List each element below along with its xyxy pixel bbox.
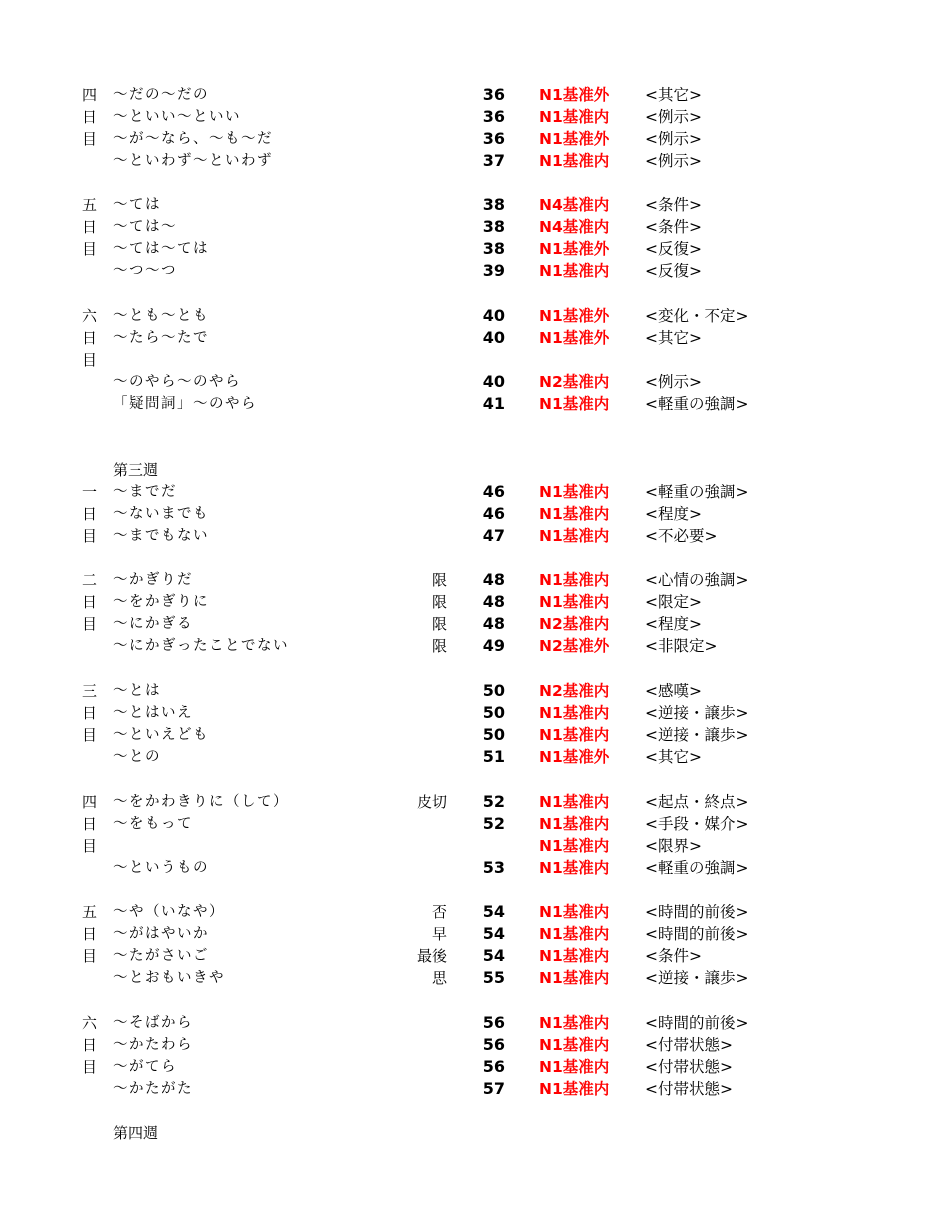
- page-number: [470, 835, 505, 857]
- kanji-note: [395, 349, 447, 371]
- day-marker: 日: [82, 925, 98, 943]
- jlpt-level: N1基准内: [539, 726, 610, 744]
- jlpt-level: N1基准外: [539, 329, 610, 347]
- page-number: 38: [482, 195, 505, 214]
- jlpt-level: N1基准内: [539, 262, 610, 280]
- jlpt-level: N1基准内: [539, 1036, 610, 1054]
- jlpt-level: N2基准内: [539, 682, 610, 700]
- jlpt-level: N2基准外: [539, 637, 610, 655]
- category-tag: <其它>: [645, 748, 702, 766]
- jlpt-level: N1基准内: [539, 859, 610, 877]
- category-tag: <其它>: [645, 86, 702, 104]
- kanji-note: [395, 481, 447, 503]
- week-heading-row: [0, 459, 950, 481]
- page-number: 46: [482, 482, 505, 501]
- kanji-note: [395, 194, 447, 216]
- category-tag: <付帯状態>: [645, 1080, 733, 1098]
- grammar-pattern: ～かぎりだ: [113, 572, 193, 588]
- jlpt-level: N1基准内: [539, 1058, 610, 1076]
- kanji-note: [395, 216, 447, 238]
- category-tag: <逆接・譲歩>: [645, 704, 749, 722]
- table-row: [0, 128, 950, 150]
- grammar-pattern: ～をかわきりに（して）: [113, 794, 289, 810]
- table-row: [0, 901, 950, 923]
- day-marker: 目: [82, 837, 98, 855]
- grammar-pattern: ～ては～: [113, 219, 177, 235]
- kanji-note: 最後: [416, 947, 447, 965]
- category-tag: <条件>: [645, 947, 702, 965]
- page-number: 40: [482, 372, 505, 391]
- grammar-pattern: ～までもない: [113, 528, 209, 544]
- category-tag: <軽重の強調>: [645, 859, 749, 877]
- grammar-pattern: ～との: [113, 749, 161, 765]
- day-marker: 目: [82, 240, 98, 258]
- page-number: 52: [482, 792, 505, 811]
- jlpt-level: N1基准内: [539, 969, 610, 987]
- page-number: 40: [482, 306, 505, 325]
- category-tag: <感嘆>: [645, 682, 702, 700]
- category-tag: <軽重の強調>: [645, 483, 749, 501]
- grammar-pattern: ～というもの: [113, 860, 209, 876]
- kanji-note: [395, 835, 447, 857]
- table-row: [0, 150, 950, 172]
- jlpt-level: N1基准内: [539, 395, 610, 413]
- grammar-pattern: ～とはいえ: [113, 705, 193, 721]
- page-number: 46: [482, 504, 505, 523]
- page-number: 36: [482, 129, 505, 148]
- week-heading-row: [0, 1122, 950, 1144]
- day-marker: 日: [82, 704, 98, 722]
- table-row: [0, 84, 950, 106]
- grammar-pattern: ～がはやいか: [113, 926, 209, 942]
- grammar-pattern: ～ては: [113, 197, 161, 213]
- page-number: 54: [482, 902, 505, 921]
- day-marker: 日: [82, 1036, 98, 1054]
- kanji-note: [395, 1012, 447, 1034]
- table-row: [0, 1012, 950, 1034]
- table-row: [0, 349, 950, 371]
- week-heading-third: 第三週: [113, 461, 159, 479]
- jlpt-level: N1基准内: [539, 704, 610, 722]
- day-marker: 日: [82, 108, 98, 126]
- day-marker: 三: [82, 682, 98, 700]
- page-number: 50: [482, 703, 505, 722]
- grammar-pattern: ～つ～つ: [113, 263, 177, 279]
- page-number: 57: [482, 1079, 505, 1098]
- category-tag: <手段・媒介>: [645, 815, 749, 833]
- table-row: [0, 813, 950, 835]
- page-number: 54: [482, 924, 505, 943]
- kanji-note: [395, 680, 447, 702]
- day-marker: 目: [82, 726, 98, 744]
- grammar-pattern: ～たら～たで: [113, 330, 209, 346]
- table-row: [0, 260, 950, 282]
- page-number: 52: [482, 814, 505, 833]
- table-row: [0, 923, 950, 945]
- kanji-note: [395, 1034, 447, 1056]
- page-number: 41: [482, 394, 505, 413]
- kanji-note: [395, 106, 447, 128]
- category-tag: <時間的前後>: [645, 903, 749, 921]
- table-row: [0, 680, 950, 702]
- jlpt-level: N1基准内: [539, 108, 610, 126]
- kanji-note: [395, 746, 447, 768]
- grammar-pattern: ～ないまでも: [113, 506, 209, 522]
- jlpt-level: N1基准内: [539, 1014, 610, 1032]
- table-row: [0, 327, 950, 349]
- category-tag: <例示>: [645, 130, 702, 148]
- table-row: [0, 216, 950, 238]
- jlpt-level: N4基准内: [539, 196, 610, 214]
- table-row: [0, 569, 950, 591]
- day-marker: 一: [82, 483, 98, 501]
- category-tag: <例示>: [645, 152, 702, 170]
- grammar-pattern: ～が～なら、～も～だ: [113, 131, 273, 147]
- kanji-note: [395, 857, 447, 879]
- table-row: [0, 591, 950, 613]
- jlpt-level: N1基准内: [539, 793, 610, 811]
- category-tag: <限界>: [645, 837, 702, 855]
- page-number: 55: [482, 968, 505, 987]
- kanji-note: 早: [431, 925, 447, 943]
- table-row: [0, 1078, 950, 1100]
- grammar-pattern: ～といわず～といわず: [113, 153, 273, 169]
- category-tag: <時間的前後>: [645, 925, 749, 943]
- kanji-note: 限: [431, 637, 447, 655]
- jlpt-level: N1基准内: [539, 571, 610, 589]
- kanji-note: 限: [431, 571, 447, 589]
- table-row: [0, 702, 950, 724]
- category-tag: <逆接・譲歩>: [645, 969, 749, 987]
- category-tag: <不必要>: [645, 527, 718, 545]
- grammar-pattern: ～とは: [113, 683, 161, 699]
- grammar-pattern: ～とおもいきや: [113, 970, 225, 986]
- day-marker: 日: [82, 815, 98, 833]
- grammar-pattern: 「疑問詞」～のやら: [113, 396, 257, 412]
- table-row: [0, 835, 950, 857]
- day-marker: 日: [82, 593, 98, 611]
- jlpt-level: N2基准内: [539, 373, 610, 391]
- jlpt-level: N1基准外: [539, 240, 610, 258]
- jlpt-level: N1基准内: [539, 1080, 610, 1098]
- page-number: 38: [482, 217, 505, 236]
- table-row: [0, 194, 950, 216]
- kanji-note: [395, 393, 447, 415]
- kanji-note: [395, 371, 447, 393]
- day-marker: 目: [82, 130, 98, 148]
- page-number: 40: [482, 328, 505, 347]
- table-row: [0, 857, 950, 879]
- kanji-note: [395, 525, 447, 547]
- kanji-note: 皮切: [416, 793, 447, 811]
- grammar-pattern: ～がてら: [113, 1059, 177, 1075]
- jlpt-level: N1基准内: [539, 947, 610, 965]
- category-tag: <心情の強調>: [645, 571, 749, 589]
- grammar-pattern: ～だの～だの: [113, 87, 209, 103]
- table-row: [0, 746, 950, 768]
- grammar-pattern: ～までだ: [113, 484, 177, 500]
- page-number: 56: [482, 1057, 505, 1076]
- page-number: 49: [482, 636, 505, 655]
- page-number: 48: [482, 614, 505, 633]
- table-row: [0, 371, 950, 393]
- day-marker: 目: [82, 527, 98, 545]
- grammar-pattern: ～といい～といい: [113, 109, 241, 125]
- grammar-pattern: ～にかぎる: [113, 616, 193, 632]
- kanji-note: [395, 260, 447, 282]
- day-marker: 目: [82, 351, 98, 369]
- page-number: 50: [482, 681, 505, 700]
- table-row: [0, 1056, 950, 1078]
- grammar-pattern: ～たがさいご: [113, 948, 209, 964]
- table-row: [0, 724, 950, 746]
- grammar-pattern: ～そばから: [113, 1015, 193, 1031]
- day-marker: 目: [82, 1058, 98, 1076]
- week-heading-fourth: 第四週: [113, 1124, 159, 1142]
- jlpt-level: N1基准内: [539, 483, 610, 501]
- kanji-note: [395, 702, 447, 724]
- kanji-note: 限: [431, 615, 447, 633]
- category-tag: <非限定>: [645, 637, 718, 655]
- category-tag: <付帯状態>: [645, 1036, 733, 1054]
- category-tag: <時間的前後>: [645, 1014, 749, 1032]
- jlpt-level: N1基准内: [539, 837, 610, 855]
- category-tag: <付帯状態>: [645, 1058, 733, 1076]
- grammar-pattern: ～のやら～のやら: [113, 374, 241, 390]
- kanji-note: [395, 327, 447, 349]
- page-number: 47: [482, 526, 505, 545]
- page-number: [470, 349, 505, 371]
- jlpt-level: N1基准内: [539, 815, 610, 833]
- category-tag: <反復>: [645, 240, 702, 258]
- page-number: 36: [482, 85, 505, 104]
- day-marker: 六: [82, 307, 98, 325]
- page-number: 54: [482, 946, 505, 965]
- table-row: [0, 967, 950, 989]
- kanji-note: 思: [431, 969, 447, 987]
- table-row: [0, 525, 950, 547]
- page-number: 56: [482, 1035, 505, 1054]
- day-marker: 四: [82, 86, 98, 104]
- kanji-note: [395, 128, 447, 150]
- table-row: [0, 613, 950, 635]
- jlpt-level: N1基准外: [539, 86, 610, 104]
- grammar-pattern: ～かたがた: [113, 1081, 193, 1097]
- kanji-note: 否: [431, 903, 447, 921]
- jlpt-level: N1基准外: [539, 130, 610, 148]
- day-marker: 目: [82, 947, 98, 965]
- grammar-pattern: ～をかぎりに: [113, 594, 209, 610]
- category-tag: <程度>: [645, 505, 702, 523]
- jlpt-level: N1基准内: [539, 925, 610, 943]
- category-tag: <程度>: [645, 615, 702, 633]
- page-number: 39: [482, 261, 505, 280]
- category-tag: <逆接・譲歩>: [645, 726, 749, 744]
- grammar-pattern: ～や（いなや）: [113, 904, 225, 920]
- table-row: [0, 635, 950, 657]
- day-marker: 二: [82, 571, 98, 589]
- jlpt-level: N1基准外: [539, 307, 610, 325]
- jlpt-level: N1基准内: [539, 903, 610, 921]
- jlpt-level: N1基准内: [539, 152, 610, 170]
- category-tag: <変化・不定>: [645, 307, 749, 325]
- kanji-note: [395, 503, 447, 525]
- category-tag: <例示>: [645, 108, 702, 126]
- grammar-pattern: ～をもって: [113, 816, 193, 832]
- category-tag: <限定>: [645, 593, 702, 611]
- page-number: 53: [482, 858, 505, 877]
- table-row: [0, 393, 950, 415]
- page-number: 48: [482, 592, 505, 611]
- category-tag: <反復>: [645, 262, 702, 280]
- table-row: [0, 503, 950, 525]
- jlpt-level: N1基准内: [539, 527, 610, 545]
- category-tag: <条件>: [645, 196, 702, 214]
- table-row: [0, 106, 950, 128]
- kanji-note: [395, 238, 447, 260]
- page-number: 36: [482, 107, 505, 126]
- jlpt-level: N1基准内: [539, 505, 610, 523]
- day-marker: 日: [82, 218, 98, 236]
- day-marker: 六: [82, 1014, 98, 1032]
- kanji-note: [395, 1056, 447, 1078]
- table-row: [0, 305, 950, 327]
- day-marker: 日: [82, 329, 98, 347]
- table-row: [0, 238, 950, 260]
- jlpt-level: N4基准内: [539, 218, 610, 236]
- category-tag: <起点・終点>: [645, 793, 749, 811]
- page-number: 50: [482, 725, 505, 744]
- kanji-note: [395, 305, 447, 327]
- page-number: 37: [482, 151, 505, 170]
- category-tag: <例示>: [645, 373, 702, 391]
- kanji-note: [395, 150, 447, 172]
- category-tag: <条件>: [645, 218, 702, 236]
- jlpt-level: N1基准内: [539, 593, 610, 611]
- kanji-note: [395, 813, 447, 835]
- table-row: [0, 1034, 950, 1056]
- day-marker: 四: [82, 793, 98, 811]
- kanji-note: [395, 84, 447, 106]
- grammar-pattern: ～といえども: [113, 727, 209, 743]
- page-number: 51: [482, 747, 505, 766]
- grammar-pattern: ～にかぎったことでない: [113, 638, 289, 654]
- table-row: [0, 945, 950, 967]
- day-marker: 目: [82, 615, 98, 633]
- table-row: [0, 481, 950, 503]
- grammar-pattern: ～とも～とも: [113, 308, 209, 324]
- day-marker: 五: [82, 903, 98, 921]
- table-row: [0, 791, 950, 813]
- category-tag: <其它>: [645, 329, 702, 347]
- page-number: 38: [482, 239, 505, 258]
- kanji-note: [395, 1078, 447, 1100]
- jlpt-level: N1基准外: [539, 748, 610, 766]
- jlpt-level: N2基准内: [539, 615, 610, 633]
- day-marker: 日: [82, 505, 98, 523]
- day-marker: 五: [82, 196, 98, 214]
- kanji-note: [395, 724, 447, 746]
- grammar-pattern: ～ては～ては: [113, 241, 209, 257]
- page-number: 56: [482, 1013, 505, 1032]
- page-number: 48: [482, 570, 505, 589]
- category-tag: <軽重の強調>: [645, 395, 749, 413]
- grammar-pattern: ～かたわら: [113, 1037, 193, 1053]
- kanji-note: 限: [431, 593, 447, 611]
